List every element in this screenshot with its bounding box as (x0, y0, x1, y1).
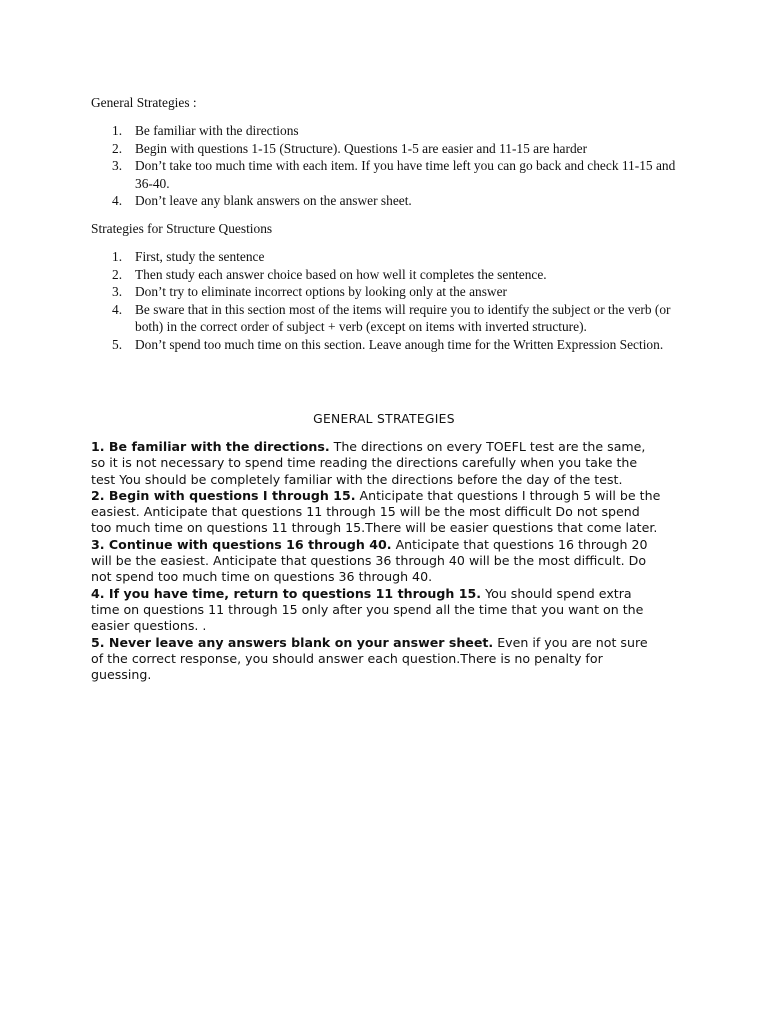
item-text: Don’t leave any blank answers on the answer sheet. (135, 193, 412, 208)
section-title: GENERAL STRATEGIES (313, 412, 455, 426)
item-number: 2. (112, 140, 123, 156)
item-number: 3. (112, 284, 123, 299)
strategy-text: Anticipate that questions I through 5 will be the easiest. Anticipate that questions 11 through 15 will be the most difficult Do not spend too much time on questions 11 through 15.There will be easier questions that come later. (91, 487, 661, 536)
item-number: 4. (112, 301, 123, 317)
item-number: 4. (112, 193, 123, 208)
strategy-paragraph (91, 586, 661, 635)
item-number: 1. (112, 123, 123, 138)
list-item (112, 140, 682, 158)
list-item (112, 248, 682, 266)
item-number: 3. (112, 158, 123, 173)
general-strategies-heading: General Strategies : (91, 95, 197, 110)
strategy-text: You should spend extra time on questions 11 through 15 only after you spend all the time that you want on the easier questions. . (91, 585, 644, 634)
item-text: Begin with questions 1-15 (Structure). Questions 1-5 are easier and 11-15 are harder (135, 140, 588, 156)
list-item (112, 283, 682, 301)
item-text: Be familiar with the directions (135, 123, 299, 138)
list-item (112, 157, 682, 192)
item-number: 2. (112, 266, 123, 282)
strategy-heading: 1. Be familiar with the directions. (91, 439, 330, 454)
strategy-text: The directions on every TOEFL test are the same, so it is not necessary to spend time reading the directions carefully when you take the test You should be completely familiar with the directions before the day of the test. (91, 439, 646, 487)
strategy-paragraph (91, 488, 661, 537)
strategies-body (91, 439, 661, 683)
list-item (112, 266, 682, 284)
list-item (112, 192, 682, 210)
item-text: Don’t try to eliminate incorrect options by looking only at the answer (135, 284, 508, 299)
item-text: Then study each answer choice based on how well it completes the sentence. (135, 266, 547, 282)
structure-strategies-list (112, 248, 682, 353)
strategy-paragraph (91, 635, 661, 684)
item-text: First, study the sentence (135, 249, 265, 264)
list-item (112, 336, 682, 354)
strategy-heading: 4. If you have time, return to questions 11 through 15. (91, 585, 482, 601)
item-number: 1. (112, 249, 123, 264)
item-text: Don’t spend too much time on this section. Leave anough time for the Written Expression Section. (135, 336, 664, 352)
structure-strategies-heading: Strategies for Structure Questions (91, 221, 273, 236)
item-text: Be sware that in this section most of the items will require you to identify the subject or the verb (or both) in the correct order of subject + verb (except on items with inverted structure). (135, 301, 671, 334)
item-number: 5. (112, 336, 123, 352)
strategy-paragraph (91, 439, 661, 488)
strategy-heading: 3. Continue with questions 16 through 40. (91, 536, 392, 552)
list-item (112, 122, 682, 140)
item-text: Don’t take too much time with each item. If you have time left you can go back and check 11-15 and 36-40. (135, 158, 676, 191)
strategy-heading: 5. Never leave any answers blank on your answer sheet. (91, 634, 494, 650)
strategy-heading: 2. Begin with questions I through 15. (91, 487, 356, 503)
strategy-text: Even if you are not sure of the correct response, you should answer each question.There is no penalty for guessing. (91, 634, 648, 683)
strategy-paragraph (91, 537, 661, 586)
strategy-text: Anticipate that questions 16 through 20 will be the easiest. Anticipate that questions 36 through 40 will be the most difficult. Do not spend too much time on questions 36 through 40. (91, 536, 648, 585)
list-item (112, 301, 682, 336)
general-strategies-list (112, 122, 682, 210)
